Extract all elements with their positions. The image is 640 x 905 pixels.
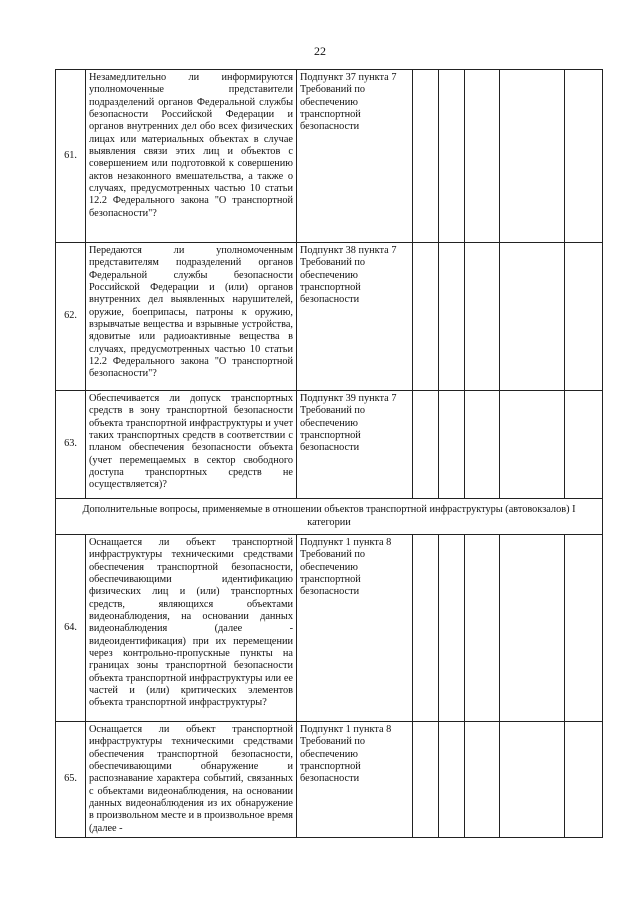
answer-cell xyxy=(465,722,500,838)
row-number: 62. xyxy=(56,243,86,391)
answer-cell xyxy=(439,391,465,499)
table-row xyxy=(56,722,603,838)
answer-cell xyxy=(439,243,465,391)
legal-reference: Подпункт 37 пункта 7 Требований по обеспечению транспортной безопасности xyxy=(297,70,413,243)
answer-cell xyxy=(500,243,565,391)
answer-cell xyxy=(465,535,500,722)
answer-cell xyxy=(465,243,500,391)
answer-cell xyxy=(565,535,603,722)
answer-cell xyxy=(413,391,439,499)
checklist-table xyxy=(55,69,603,838)
answer-cell xyxy=(413,535,439,722)
row-number: 63. xyxy=(56,391,86,499)
question-text: Передаются ли уполномоченным представителям подразделений органов Федеральной службы безопасности Российской Федерации и (или) органов внутренних дел выявленных нарушителей, оружие, боеприпасы, патроны к оружию, взрывчатые вещества и взрывные устройства, ядовитые или радиоактивные вещества в случаях, предусмотренных частью 10 статьи 12.2 Федерального закона "О транспортной безопасности"? xyxy=(86,243,297,391)
table-row xyxy=(56,70,603,243)
row-number: 64. xyxy=(56,535,86,722)
question-text: Незамедлительно ли информируются уполномоченные представители подразделений органов Федеральной службы безопасности Российской Федерации и органов внутренних дел обо всех физических лицах или материальных объектах в случае выявления связи этих лиц и объектов с совершением или подготовкой к совершению актов незаконного вмешательства, а также о случаях, предусмотренных частью 10 статьи 12.2 Федерального закона "О транспортной безопасности"? xyxy=(86,70,297,243)
answer-cell xyxy=(500,391,565,499)
answer-cell xyxy=(413,722,439,838)
legal-reference: Подпункт 1 пункта 8 Требований по обеспечению транспортной безопасности xyxy=(297,535,413,722)
row-number: 65. xyxy=(56,722,86,838)
row-number: 61. xyxy=(56,70,86,243)
legal-reference: Подпункт 39 пункта 7 Требований по обеспечению транспортной безопасности xyxy=(297,391,413,499)
answer-cell xyxy=(500,535,565,722)
legal-reference: Подпункт 38 пункта 7 Требований по обеспечению транспортной безопасности xyxy=(297,243,413,391)
answer-cell xyxy=(465,391,500,499)
table-row xyxy=(56,535,603,722)
answer-cell xyxy=(413,70,439,243)
question-text: Оснащается ли объект транспортной инфраструктуры техническими средствами обеспечения транспортной безопасности, обеспечивающими идентификацию физических лиц и (или) транспортных средств, являющихся объектами видеонаблюдения, на основании данных видеонаблюдения (далее - видеоидентификация) при их перемещении через контрольно-пропускные пункты на границах зоны транспортной безопасности объекта транспортной инфраструктуры или ее частей и (или) критических элементов объекта транспортной инфраструктуры? xyxy=(86,535,297,722)
answer-cell xyxy=(413,243,439,391)
table-row xyxy=(56,243,603,391)
answer-cell xyxy=(439,535,465,722)
answer-cell xyxy=(565,243,603,391)
section-header: Дополнительные вопросы, применяемые в отношении объектов транспортной инфраструктуры (автовокзалов) I категории xyxy=(56,499,603,535)
section-header-row xyxy=(56,499,603,535)
answer-cell xyxy=(500,70,565,243)
answer-cell xyxy=(565,722,603,838)
table-row xyxy=(56,391,603,499)
legal-reference: Подпункт 1 пункта 8 Требований по обеспечению транспортной безопасности xyxy=(297,722,413,838)
question-text: Оснащается ли объект транспортной инфраструктуры техническими средствами обеспечения транспортной безопасности, обеспечивающими обнаружение и распознавание характера событий, связанных с объектами видеонаблюдения, на основании данных видеонаблюдения из их обнаружение в произвольном месте и в произвольное время (далее - xyxy=(86,722,297,838)
answer-cell xyxy=(565,391,603,499)
answer-cell xyxy=(439,70,465,243)
question-text: Обеспечивается ли допуск транспортных средств в зону транспортной безопасности объекта транспортной инфраструктуры и учет таких транспортных средств в соответствии с планом обеспечения безопасности объекта (учет перемещаемых в сектор свободного доступа транспортных средств не осуществляется)? xyxy=(86,391,297,499)
answer-cell xyxy=(500,722,565,838)
answer-cell xyxy=(565,70,603,243)
answer-cell xyxy=(439,722,465,838)
answer-cell xyxy=(465,70,500,243)
page-number: 22 xyxy=(314,44,326,58)
